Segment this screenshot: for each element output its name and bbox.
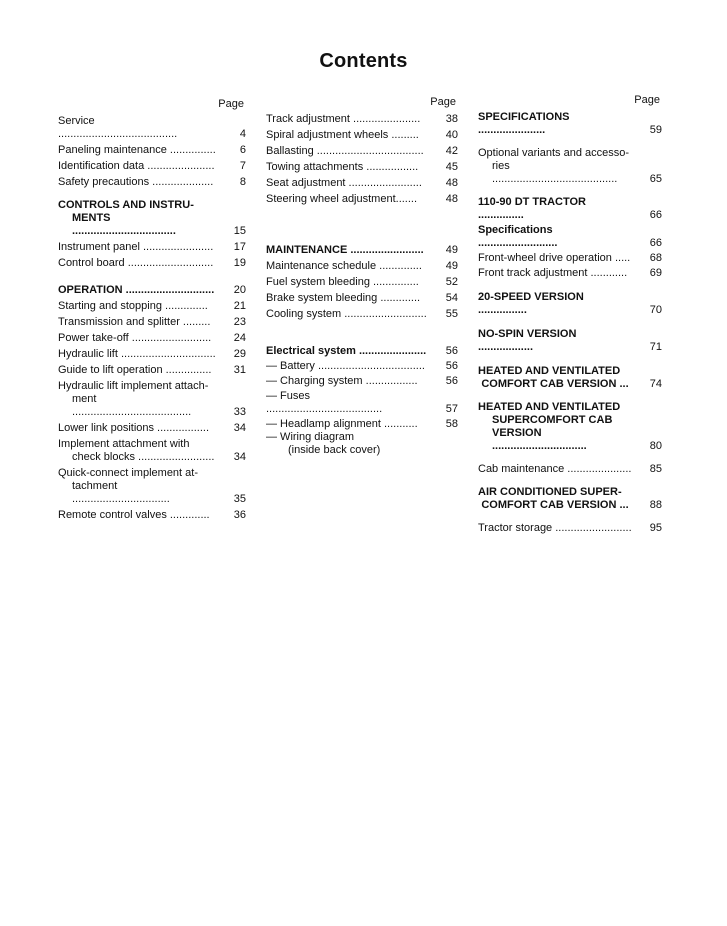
toc-entry-title (58, 509, 216, 522)
toc-page-number: 71 (649, 341, 662, 353)
toc-page-number: 56 (445, 345, 458, 357)
toc-entry-line: Transmission and splitter ......... (58, 316, 211, 328)
toc-entry-line: Steering wheel adjustment....... (266, 193, 418, 205)
toc-entry-title (266, 161, 428, 174)
toc-page-number: 6 (239, 144, 246, 156)
toc-entry (58, 144, 246, 157)
toc-page-number: 56 (445, 360, 458, 372)
toc-entry (58, 176, 246, 189)
toc-entry-line: HEATED AND VENTILATED (478, 401, 621, 413)
toc-entry-line: (inside back cover) (288, 444, 381, 456)
toc-entry-line: Front track adjustment ............ (478, 267, 628, 279)
toc-page-number: 15 (233, 225, 246, 237)
toc-page-number: 88 (649, 499, 662, 511)
toc-page-number: 48 (445, 193, 458, 205)
toc-entry (266, 360, 458, 373)
toc-page-number: 20 (233, 284, 246, 296)
toc-page-number: 55 (445, 308, 458, 320)
toc-entry-line: Towing attachments ................. (266, 161, 419, 173)
toc-entry-title (266, 308, 428, 321)
toc-entry (266, 129, 458, 142)
toc-entry (58, 115, 246, 141)
toc-entry-line: Hydraulic lift implement attach- (58, 380, 209, 392)
toc-entry-line: Guide to lift operation ............... (58, 364, 212, 376)
toc-entry-line: Paneling maintenance ............... (58, 144, 216, 156)
toc-entry-title (266, 375, 428, 388)
toc-entry-line: 20-SPEED VERSION ................ (478, 291, 584, 316)
toc-page-number: 38 (445, 113, 458, 125)
toc-entry-title (58, 300, 216, 313)
toc-entry (478, 328, 662, 354)
toc-entry-title (478, 252, 632, 265)
toc-page-number: 36 (233, 509, 246, 521)
toc-entry-line: — Wiring diagram (266, 431, 355, 443)
toc-entry (266, 292, 458, 305)
toc-entries (478, 111, 662, 535)
toc-entry-title (478, 328, 632, 354)
toc-page-number: 45 (445, 161, 458, 173)
toc-page-number: 21 (233, 300, 246, 312)
toc-page-number: 29 (233, 348, 246, 360)
toc-entry (478, 365, 662, 391)
toc-page-number: 54 (445, 292, 458, 304)
toc-entry-line: HEATED AND VENTILATED (478, 365, 621, 377)
toc-page-number: 74 (649, 378, 662, 390)
toc-entry (58, 438, 246, 464)
toc-entry-line: Tractor storage ......................... (478, 522, 632, 534)
toc-entry-line: Cab maintenance ..................... (478, 463, 632, 475)
toc-entry (266, 260, 458, 273)
toc-entry-title (478, 401, 632, 453)
toc-entry-title (266, 193, 428, 206)
toc-entry (478, 522, 662, 535)
toc-entry-line: — Battery ................................... (266, 360, 425, 372)
toc-entry (266, 113, 458, 126)
toc-entry-title (478, 196, 632, 222)
toc-entry (266, 444, 458, 457)
toc-entry-line: Spiral adjustment wheels ......... (266, 129, 419, 141)
toc-page-number: 34 (233, 422, 246, 434)
toc-entry (266, 418, 458, 431)
toc-page-number: 35 (233, 493, 246, 505)
toc-entry-title (266, 345, 428, 358)
toc-entry (266, 276, 458, 289)
toc-page-number: 23 (233, 316, 246, 328)
toc-entry-line: Brake system bleeding ............. (266, 292, 421, 304)
toc-entry-title (266, 360, 428, 373)
toc-entry-title (266, 113, 428, 126)
toc-entry (58, 284, 246, 297)
toc-entry (58, 348, 246, 361)
toc-entry-line: Fuel system bleeding ............... (266, 276, 419, 288)
toc-entries (58, 115, 246, 522)
toc-entry-title (478, 267, 632, 280)
toc-page-number: 85 (649, 463, 662, 475)
toc-entry-title (478, 111, 632, 137)
toc-entry-title (58, 160, 216, 173)
toc-page-number: 68 (649, 252, 662, 264)
toc-entry-title (478, 522, 632, 535)
toc-entry (266, 244, 458, 257)
toc-entry (266, 375, 458, 388)
toc-entry-line: CONTROLS AND INSTRU- (58, 199, 194, 211)
toc-entry (478, 267, 662, 280)
toc-entry-line: Remote control valves ............. (58, 509, 210, 521)
toc-entry-line: — Headlamp alignment ........... (266, 418, 418, 430)
toc-entry-line: Electrical system ...................... (266, 345, 427, 357)
toc-entry (478, 463, 662, 476)
toc-entry-title (266, 276, 428, 289)
toc-entry (266, 177, 458, 190)
toc-page-number: 59 (649, 124, 662, 136)
toc-entry-line: Lower link positions ................. (58, 422, 210, 434)
toc-entry-line: Quick-connect implement at- (58, 467, 198, 479)
toc-entry-line: COMFORT CAB VERSION ... (481, 499, 629, 511)
toc-entry-line: Ballasting ................................... (266, 145, 424, 157)
toc-entry (266, 193, 458, 206)
toc-entry-title (266, 418, 428, 431)
toc-entry-line: Cooling system ........................... (266, 308, 427, 320)
toc-entry-line: Control board ............................ (58, 257, 214, 269)
toc-entry-title (58, 316, 216, 329)
toc-page-number: 66 (649, 209, 662, 221)
toc-entry-title (58, 144, 216, 157)
toc-entry-title (266, 431, 428, 444)
toc-entry-title (266, 145, 428, 158)
toc-entry-line: Maintenance schedule .............. (266, 260, 422, 272)
toc-page-number: 34 (233, 451, 246, 463)
toc-page-number: 58 (445, 418, 458, 430)
toc-entry (58, 509, 246, 522)
toc-page-number: 65 (649, 173, 662, 185)
toc-page-number: 31 (233, 364, 246, 376)
toc-entry-title (58, 438, 216, 464)
toc-entry (478, 147, 662, 186)
toc-entry-title (58, 257, 216, 270)
toc-entry (58, 316, 246, 329)
toc-entry (478, 111, 662, 137)
toc-page-number: 80 (649, 440, 662, 452)
toc-entry-line: ries ......................................... (492, 160, 618, 185)
toc-entry-line: OPERATION ............................. (58, 284, 215, 296)
toc-entry-title (266, 390, 428, 416)
toc-entry-line: MENTS .................................. (72, 212, 176, 237)
toc-entry-line: COMFORT CAB VERSION ... (481, 378, 629, 390)
toc-page-number: 33 (233, 406, 246, 418)
toc-page-number: 8 (239, 176, 246, 188)
toc-entry-title (58, 199, 216, 238)
toc-entry-line: Specifications .......................... (478, 224, 558, 249)
toc-entry-line: Service ....................................... (58, 115, 178, 140)
toc-entry-line: Implement attachment with (58, 438, 190, 450)
toc-entry (58, 364, 246, 377)
toc-page-number: 4 (239, 128, 246, 140)
toc-page-number: 24 (233, 332, 246, 344)
toc-column-3 (478, 94, 662, 535)
toc-entry-title (266, 292, 428, 305)
toc-page-number: 56 (445, 375, 458, 387)
toc-entry (478, 486, 662, 512)
toc-page-number: 40 (445, 129, 458, 141)
toc-entry-title (478, 291, 632, 317)
page-column-header: Page (634, 94, 660, 106)
toc-entry (58, 257, 246, 270)
toc-entry-line: Track adjustment ...................... (266, 113, 421, 125)
toc-entry (266, 431, 458, 444)
toc-entry (58, 332, 246, 345)
toc-entry (266, 345, 458, 358)
toc-entry (58, 422, 246, 435)
toc-page-number: 66 (649, 237, 662, 249)
toc-entry-title (58, 332, 216, 345)
toc-page-number: 7 (239, 160, 246, 172)
toc-entry-line: 110-90 DT TRACTOR ............... (478, 196, 586, 221)
toc-entry-line: — Fuses ...................................... (266, 390, 383, 415)
toc-entry-line: Safety precautions .................... (58, 176, 214, 188)
toc-entry (478, 252, 662, 265)
toc-entry-line: — Charging system ................. (266, 375, 418, 387)
toc-entry-title (58, 241, 216, 254)
toc-entry (266, 161, 458, 174)
toc-entries (266, 113, 458, 457)
toc-entry-title (478, 486, 632, 512)
toc-entry-line: Instrument panel ....................... (58, 241, 214, 253)
toc-page-number: 17 (233, 241, 246, 253)
toc-entry-title (58, 115, 216, 141)
toc-entry-line: tachment ................................ (72, 480, 170, 505)
toc-entry-line: SPECIFICATIONS ...................... (478, 111, 570, 136)
toc-entry (478, 196, 662, 222)
toc-entry (58, 160, 246, 173)
toc-entry-title (478, 147, 632, 186)
toc-entry-line: Optional variants and accesso- (478, 147, 630, 159)
toc-entry-title (58, 380, 216, 419)
toc-entry-title (478, 365, 632, 391)
toc-entry-line: Identification data ...................... (58, 160, 215, 172)
toc-entry (478, 224, 662, 250)
page-title: Contents (319, 50, 408, 72)
toc-entry-line: check blocks ......................... (72, 451, 215, 463)
toc-entry-title (266, 260, 428, 273)
toc-entry-line: AIR CONDITIONED SUPER- (478, 486, 622, 498)
toc-entry (266, 308, 458, 321)
toc-page-number: 70 (649, 304, 662, 316)
toc-page-number: 48 (445, 177, 458, 189)
toc-entry-line: MAINTENANCE ........................ (266, 244, 424, 256)
toc-entry-title (58, 284, 216, 297)
toc-entry-title (58, 364, 216, 377)
toc-entry-line: Starting and stopping .............. (58, 300, 208, 312)
toc-page-number: 49 (445, 244, 458, 256)
toc-entry-title (288, 444, 428, 457)
toc-page-number: 49 (445, 260, 458, 272)
toc-entry-title (58, 176, 216, 189)
toc-entry-title (266, 177, 428, 190)
toc-entry (478, 401, 662, 453)
toc-entry (478, 291, 662, 317)
toc-entry (266, 390, 458, 416)
toc-page-number: 52 (445, 276, 458, 288)
toc-column-2 (266, 96, 458, 457)
toc-entry (58, 241, 246, 254)
toc-page-number: 19 (233, 257, 246, 269)
toc-entry-line: ment ....................................... (72, 393, 192, 418)
toc-entry (266, 145, 458, 158)
page-column-header: Page (218, 98, 244, 110)
toc-entry (58, 199, 246, 238)
toc-entry (58, 467, 246, 506)
toc-column-1 (58, 98, 246, 522)
toc-entry-title (58, 422, 216, 435)
toc-entry-title (266, 244, 428, 257)
toc-entry-title (478, 463, 632, 476)
toc-entry-title (478, 224, 632, 250)
toc-entry-line: Seat adjustment ........................ (266, 177, 422, 189)
toc-entry-title (58, 467, 216, 506)
toc-page-number: 69 (649, 267, 662, 279)
toc-entry-line: Power take-off .......................... (58, 332, 212, 344)
toc-page-number: 95 (649, 522, 662, 534)
toc-entry (58, 380, 246, 419)
page-column-header: Page (430, 96, 456, 108)
toc-entry-line: Front-wheel drive operation ..... (478, 252, 631, 264)
toc-entry-line: VERSION ............................... (492, 427, 587, 452)
toc-entry (58, 300, 246, 313)
toc-entry-title (266, 129, 428, 142)
toc-entry-line: Hydraulic lift ............................... (58, 348, 216, 360)
toc-page-number: 57 (445, 403, 458, 415)
toc-entry-title (58, 348, 216, 361)
toc-page-number: 42 (445, 145, 458, 157)
toc-entry-line: SUPERCOMFORT CAB (492, 414, 613, 426)
toc-entry-line: NO-SPIN VERSION .................. (478, 328, 577, 353)
